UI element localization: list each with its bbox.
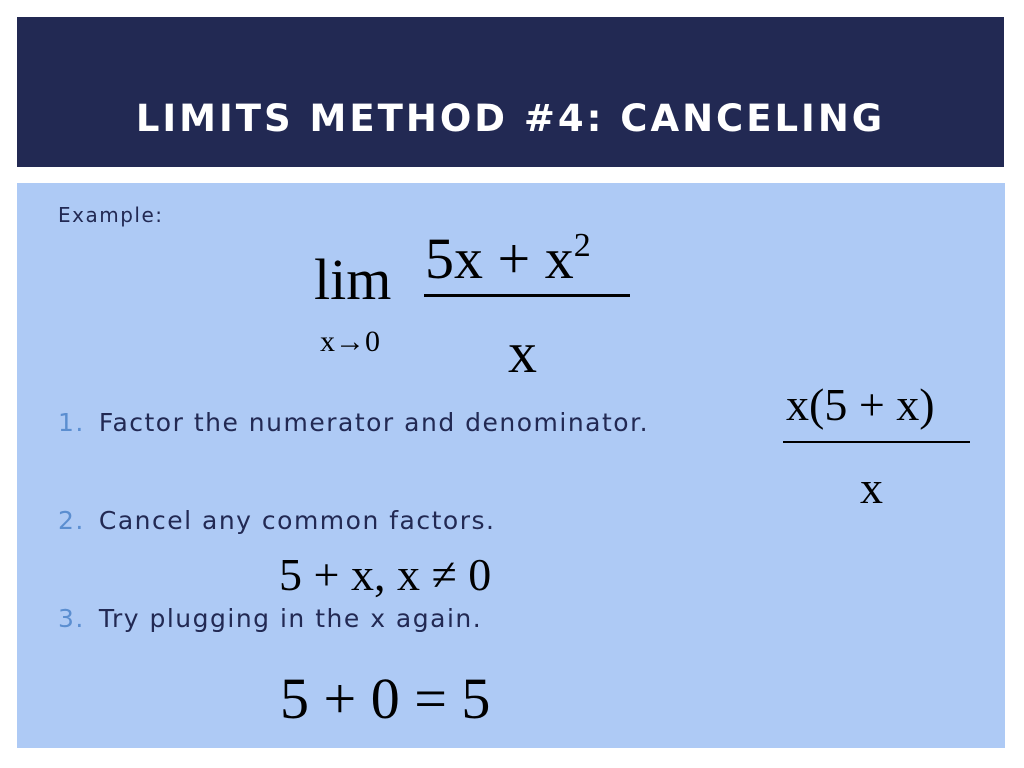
example-label: Example: bbox=[58, 203, 164, 227]
limit-denominator: x bbox=[508, 320, 537, 385]
title-bar bbox=[17, 17, 1004, 167]
factored-numerator: x(5 + x) bbox=[786, 379, 935, 430]
limit-subscript: x→0 bbox=[320, 325, 380, 358]
step-1-number: 1. bbox=[58, 408, 85, 437]
limit-exponent: 2 bbox=[573, 227, 591, 264]
factored-fraction-bar bbox=[783, 441, 970, 443]
limit-numerator-text: 5x + x bbox=[425, 226, 574, 291]
step-2-text: Cancel any common factors. bbox=[98, 506, 496, 535]
factored-denominator: x bbox=[860, 462, 883, 513]
canceled-expression: 5 + x, x ≠ 0 bbox=[279, 549, 492, 600]
step-2-number: 2. bbox=[58, 506, 85, 535]
step-3-text: Try plugging in the x again. bbox=[98, 604, 483, 633]
step-1-text: Factor the numerator and denominator. bbox=[98, 408, 650, 437]
result-expression: 5 + 0 = 5 bbox=[280, 666, 491, 731]
step-3 bbox=[58, 604, 482, 633]
step-2 bbox=[58, 506, 495, 535]
limit-operator: lim bbox=[314, 247, 392, 312]
limit-numerator bbox=[425, 215, 591, 290]
step-1 bbox=[58, 408, 649, 437]
limit-fraction-bar bbox=[424, 294, 630, 297]
slide-title: LIMITS METHOD #4: CANCELING bbox=[135, 97, 886, 140]
step-3-number: 3. bbox=[58, 604, 85, 633]
